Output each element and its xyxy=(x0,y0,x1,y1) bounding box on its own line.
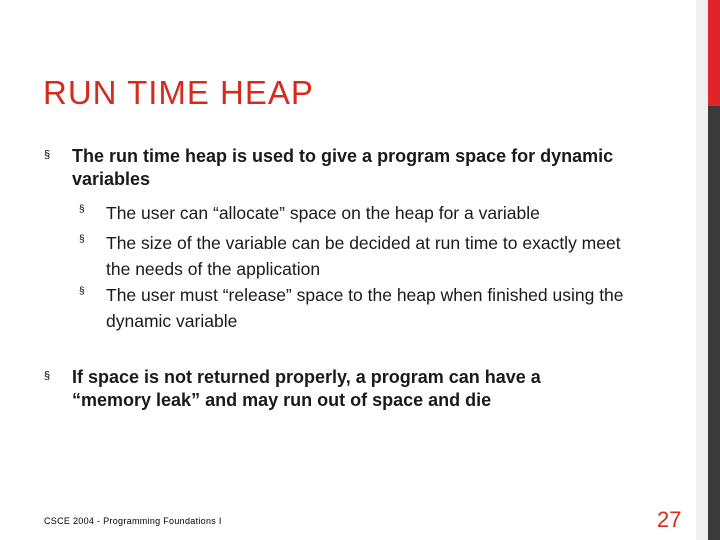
sub-bullet-text: The size of the variable can be decided at run time to exactly meet the needs of the application xyxy=(106,233,621,279)
sub-bullet-text: The user must “release” space to the heap when finished using the dynamic variable xyxy=(106,285,624,331)
page-number: 27 xyxy=(657,507,682,532)
side-bar-dark xyxy=(708,106,720,540)
bullet-item xyxy=(44,145,624,191)
sub-bullet-item xyxy=(79,230,639,282)
footer-course-label: CSCE 2004 - Programming Foundations I xyxy=(44,516,222,526)
side-bar-light xyxy=(696,0,708,540)
side-bar-accent xyxy=(708,0,720,106)
bullet-marker-icon: § xyxy=(44,149,51,161)
slide-title: RUN TIME HEAP xyxy=(43,74,314,111)
bullet-marker-icon: § xyxy=(79,234,85,245)
sub-bullet-text: The user can “allocate” space on the heap for a variable xyxy=(106,203,540,223)
bullet-text: If space is not returned properly, a program can have a “memory leak” and may run out of space and die xyxy=(72,367,541,410)
bullet-marker-icon: § xyxy=(79,204,85,215)
bullet-text: The run time heap is used to give a program space for dynamic variables xyxy=(72,146,614,189)
sub-bullet-item xyxy=(79,282,639,334)
bullet-marker-icon: § xyxy=(79,286,85,297)
bullet-item xyxy=(44,366,624,412)
sub-bullet-item xyxy=(79,200,639,226)
bullet-marker-icon: § xyxy=(44,370,51,382)
